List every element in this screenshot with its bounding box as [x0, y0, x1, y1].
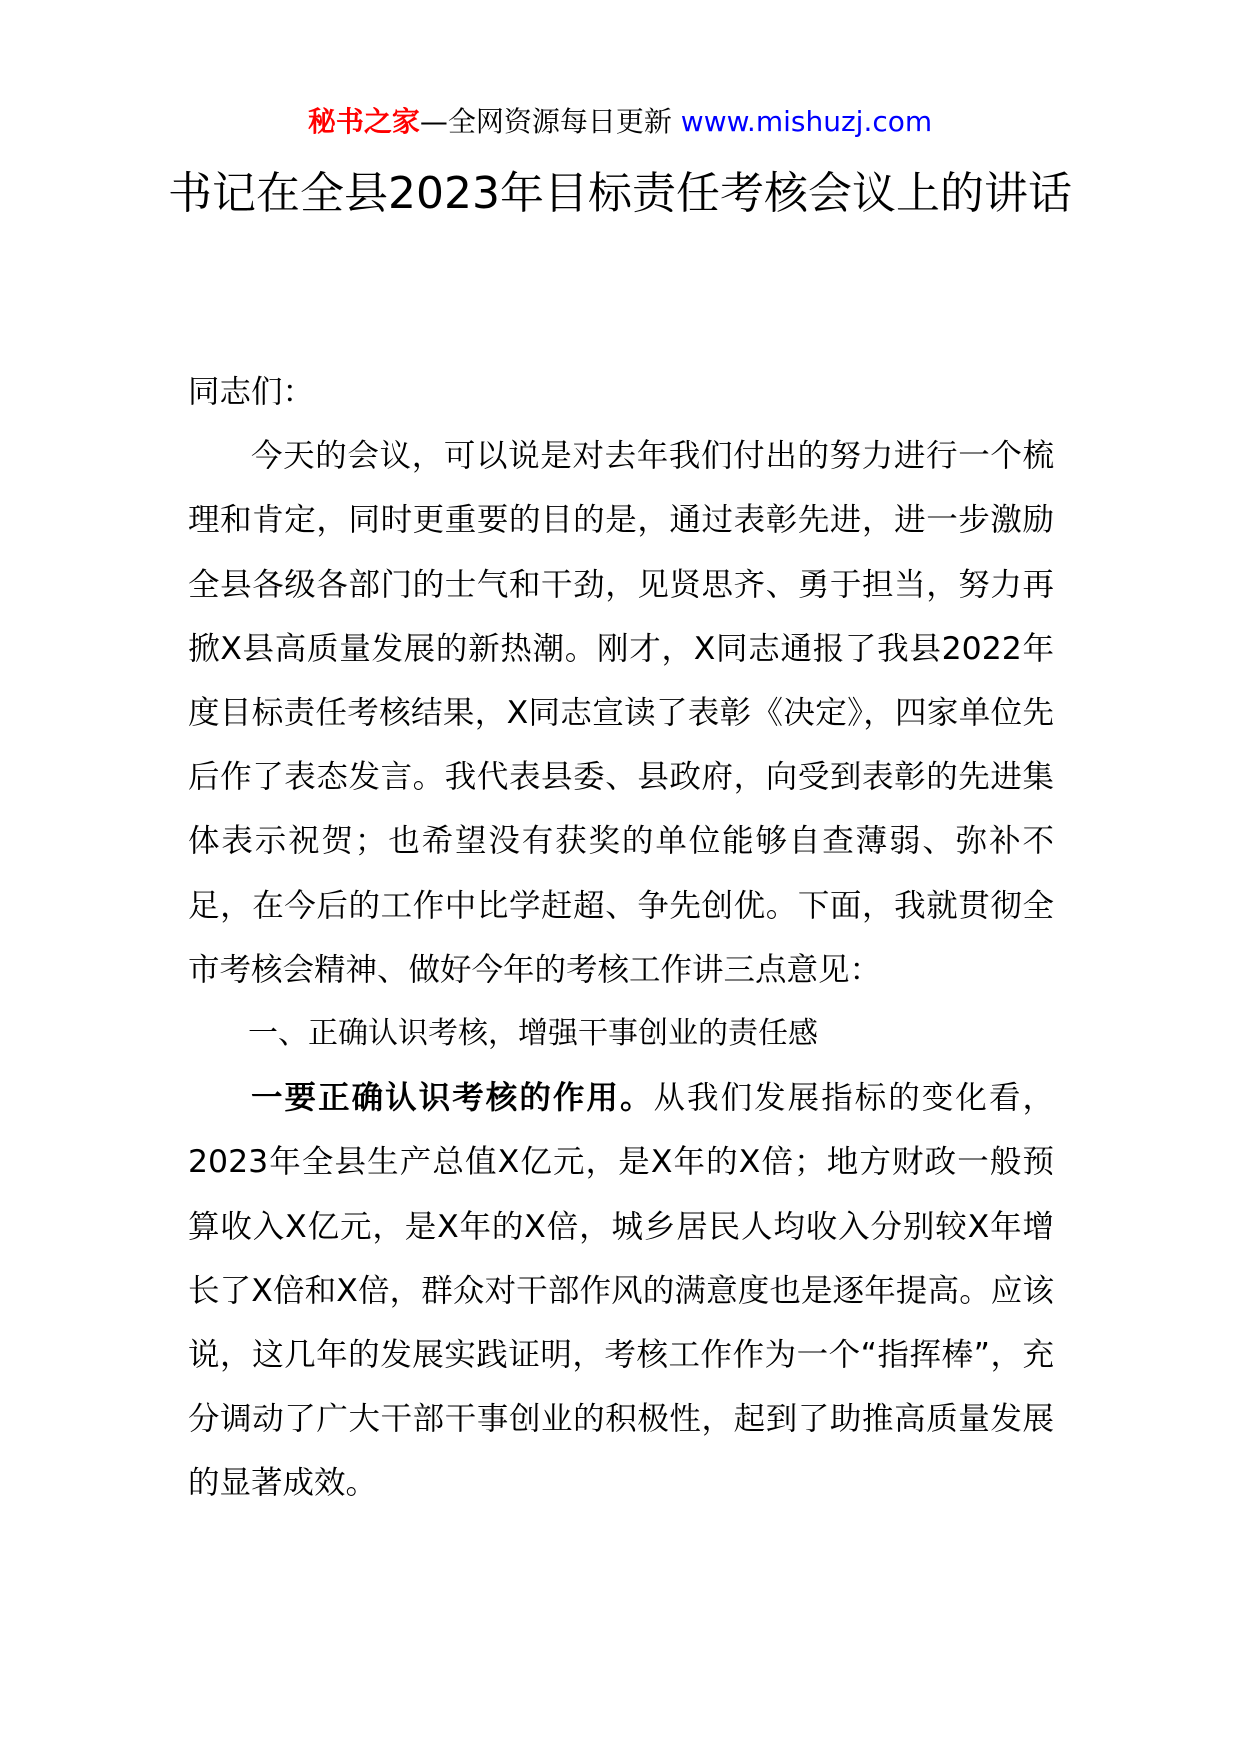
paragraph-intro: 今天的会议，可以说是对去年我们付出的努力进行一个梳理和肯定，同时更重要的目的是，通过表彰先进，进一步激励全县各级各部门的士气和干劲，见贤思齐、勇于担当，努力再掀X县高质量发展的新热潮。刚才，X同志通报了我县2022年度目标责任考核结果，X同志宣读了表彰《决定》，四家单位先后作了表态发言。我代表县委、县政府，向受到表彰的先进集体表示祝贺；也希望没有获奖的单位能够自查薄弱、弥补不足，在今后的工作中比学赶超、争先创优。下面，我就贯彻全市考核会精神、做好今年的考核工作讲三点意见： [188, 438, 1054, 988]
paragraph-role-of-assessment [188, 1066, 1054, 1515]
site-header [0, 100, 1240, 144]
greeting: 同志们： [188, 374, 315, 410]
paragraph-lead: 一要正确认识考核的作用。 [251, 1080, 654, 1117]
website-link[interactable]: www.mishuzj.com [680, 105, 933, 138]
document-title: 书记在全县2023年目标责任考核会议上的讲话 [168, 168, 1072, 219]
section-heading-1: 一、正确认识考核，增强干事创业的责任感 [248, 1016, 818, 1052]
brand-name: 秘书之家 [307, 105, 420, 138]
document-body [188, 360, 1054, 1516]
header-tagline: —全网资源每日更新 [419, 105, 672, 138]
paragraph-body: 从我们发展指标的变化看，2023年全县生产总值X亿元，是X年的X倍；地方财政一般预算收入X亿元，是X年的X倍，城乡居民人均收入分别较X年增长了X倍和X倍，群众对干部作风的满意度也是逐年提高。应该说，这几年的发展实践证明，考核工作作为一个“指挥棒”，充分调动了广大干部干事创业的积极性，起到了助推高质量发展的显著成效。 [188, 1080, 1054, 1502]
